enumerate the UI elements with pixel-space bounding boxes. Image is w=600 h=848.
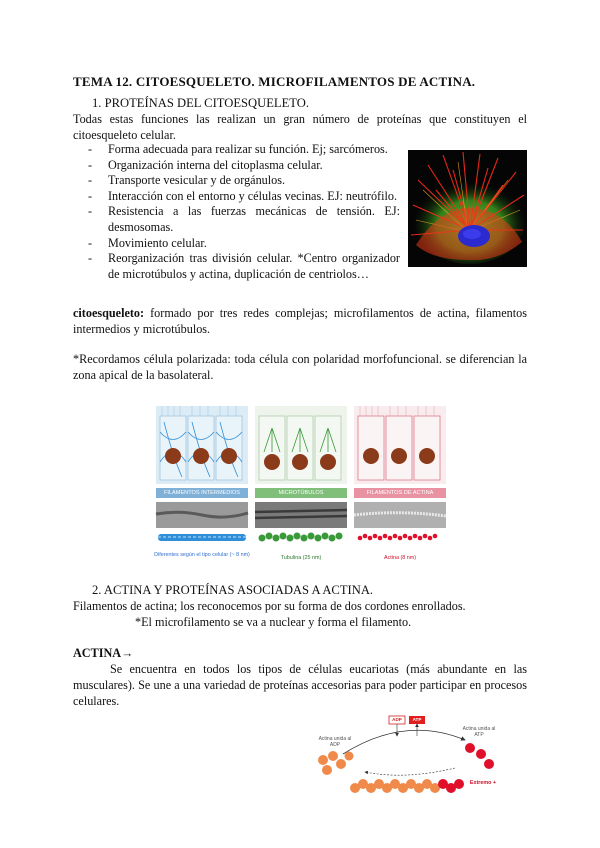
cytoskeleton-figure [154,402,448,572]
actina-heading: ACTINA→ [73,646,134,660]
list-item: - Transporte vesicular y de orgánulos. [88,173,286,188]
functions-list [88,142,400,282]
list-item: - Interacción con el entorno y células vecinas. EJ: neutrófilo. [88,188,398,203]
microtubules-label: MICROTÚBULOS [278,490,324,496]
atp-actin-label: Actina unida al ATP [462,726,496,738]
microtubules-panel [255,406,347,484]
intermediate-filaments-label: FILAMENTOS INTERMEDIOS [163,490,241,496]
actin-filaments-caption: Actina (8 nm) [383,555,417,561]
intermediate-filaments-caption: Diferentes según el tipo celular (~ 8 nm) [154,552,250,558]
document-title: TEMA 12. CITOESQUELETO. MICROFILAMENTOS DE ACTINA. [73,74,476,89]
list-item: - Resistencia a las fuerzas mecánicas de tensión. EJ: desmosomas. [88,204,400,234]
list-item: - Reorganización tras división celular. *Centro organizador de microtúbulos y actina, duplicación de centriolos… [88,251,400,281]
section-2-line-2: *El microfilamento se va a nuclear y forma el filamento. [135,615,412,629]
list-item: - Movimiento celular. [88,235,207,250]
adp-box: ADP [392,717,402,722]
list-item: - Organización interna del citoplasma celular. [88,157,323,172]
section-1-heading: 1. PROTEÍNAS DEL CITOESQUELETO. [92,96,310,110]
plus-end-label: Extremo + [469,780,497,786]
adp-actin-label: Actina unida al ADP [318,736,352,748]
microtubules-caption: Tubulina (25 nm) [280,555,322,561]
section-1-intro: Todas estas funciones las realizan un gran número de proteínas que constituyen el citoesqueleto celular. [73,112,527,142]
section-2-line-1: Filamentos de actina; los reconocemos por su forma de dos cordones enrollados. [73,599,466,613]
list-item: - Forma adecuada para realizar su función. Ej; sarcómeros. [88,142,388,156]
cell-fluorescence-image [408,150,527,267]
intermediate-filaments-panel [156,406,248,484]
polarized-cell-note: *Recordamos célula polarizada: toda célula con polaridad morfofuncional. se diferencian la zona apical de la basolateral. [73,352,527,382]
atp-box: ATP [412,717,422,722]
actin-filaments-label: FILAMENTOS DE ACTINA [366,490,434,496]
actina-paragraph: Se encuentra en todos los tipos de células eucariotas (más abundante en las musculares). Se une a una variedad de proteínas accesorias para poder participar en procesos celulares. [73,662,527,708]
citoesqueleto-definition: citoesqueleto: formado por tres redes complejas; microfilamentos de actina, filamentos intermedios y microtúbulos. [73,306,527,336]
actin-polymerization-diagram [305,710,505,802]
section-2-heading: 2. ACTINA Y PROTEÍNAS ASOCIADAS A ACTINA. [92,583,374,597]
actin-filaments-panel [354,406,446,484]
